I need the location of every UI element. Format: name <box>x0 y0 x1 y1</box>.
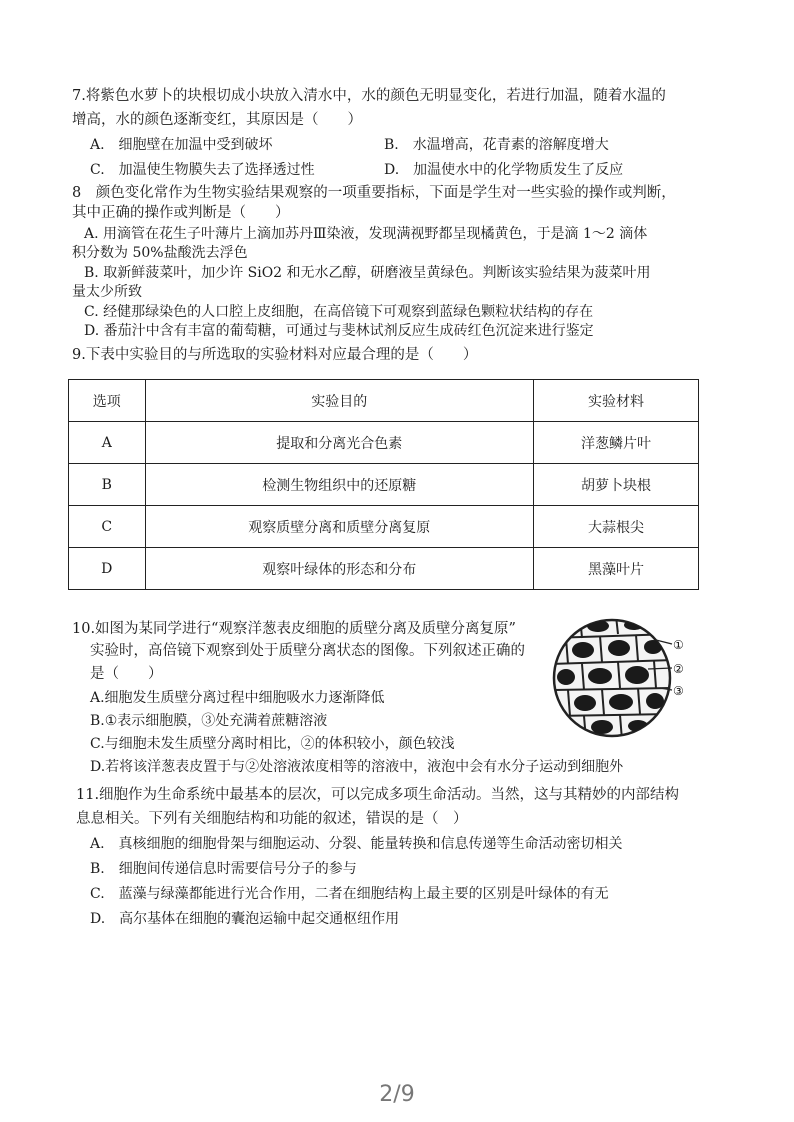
q10-option-c: C.与细胞未发生质壁分离时相比，②的体积较小，颜色较浅 <box>90 736 455 752</box>
q10-option-b: B.①表示细胞膜，③处充满着蔗糖溶液 <box>90 713 328 729</box>
q10-stem-line3: 是（ ） <box>90 666 163 682</box>
q7-option-c: C. 加温使生物膜失去了选择透过性 <box>90 162 315 178</box>
label-2: ② <box>673 662 684 676</box>
table-header-cell: 选项 <box>69 380 146 422</box>
q10-option-a: A.细胞发生质壁分离过程中细胞吸水力逐渐降低 <box>90 690 385 706</box>
q8-option-a-line1: A. 用滴管在花生子叶薄片上滴加苏丹Ⅲ染液，发现满视野都呈现橘黄色，于是滴 1～2 滴体 <box>84 226 648 242</box>
table-cell: 观察叶绿体的形态和分布 <box>145 548 533 590</box>
plasmolysis-cell-figure <box>552 616 702 742</box>
q8-option-a-line2: 积分数为 50%盐酸洗去浮色 <box>72 245 248 261</box>
table-cell: C <box>69 506 146 548</box>
q11-option-d: D. 高尔基体在细胞的囊泡运输中起交通枢纽作用 <box>90 911 400 927</box>
q9-table <box>68 379 699 590</box>
q11-stem-line1: 11.细胞作为生命系统中最基本的层次，可以完成多项生命活动。当然，这与其精妙的内部结构 <box>76 787 680 803</box>
table-cell: 大蒜根尖 <box>534 506 699 548</box>
label-1: ① <box>673 638 684 652</box>
table-header-cell: 实验目的 <box>145 380 533 422</box>
page-number: 2/9 <box>379 1082 415 1107</box>
q8-option-b-line1: B. 取新鲜菠菜叶，加少许 SiO2 和无水乙醇，研磨液呈黄绿色。判断该实验结果为菠菜叶用 <box>84 265 651 281</box>
q9-stem: 9.下表中实验目的与所选取的实验材料对应最合理的是（ ） <box>72 347 478 363</box>
q11-stem-line2: 息息相关。下列有关细胞结构和功能的叙述，错误的是（ ） <box>76 811 468 827</box>
q11-option-b: B. 细胞间传递信息时需要信号分子的参与 <box>90 861 357 877</box>
table-cell: 黑藻叶片 <box>534 548 699 590</box>
table-cell: 检测生物组织中的还原糖 <box>145 464 533 506</box>
table-row <box>69 506 699 548</box>
q8-stem-line2: 其中正确的操作或判断是（ ） <box>72 205 290 221</box>
table-header-cell: 实验材料 <box>534 380 699 422</box>
q8-stem-line1: 8 颜色变化常作为生物实验结果观察的一项重要指标，下面是学生对一些实验的操作或判断， <box>72 185 676 201</box>
q7-option-a: A. 细胞壁在加温中受到破坏 <box>90 137 273 153</box>
table-cell: D <box>69 548 146 590</box>
q8-option-b-line2: 量太少所致 <box>72 284 142 300</box>
q11-option-a: A. 真核细胞的细胞骨架与细胞运动、分裂、能量转换和信息传递等生命活动密切相关 <box>90 836 623 852</box>
q7-option-b: B. 水温增高，花青素的溶解度增大 <box>384 137 609 153</box>
table-cell: 洋葱鳞片叶 <box>534 422 699 464</box>
table-cell: B <box>69 464 146 506</box>
table-cell: A <box>69 422 146 464</box>
q11-option-c: C. 蓝藻与绿藻都能进行光合作用，二者在细胞结构上最主要的区别是叶绿体的有无 <box>90 886 609 902</box>
q8-option-c: C. 经健那绿染色的人口腔上皮细胞，在高倍镜下可观察到蓝绿色颗粒状结构的存在 <box>84 304 594 320</box>
table-cell: 胡萝卜块根 <box>534 464 699 506</box>
table-row <box>69 548 699 590</box>
table-row <box>69 422 699 464</box>
table-cell: 提取和分离光合色素 <box>145 422 533 464</box>
table-cell: 观察质壁分离和质壁分离复原 <box>145 506 533 548</box>
label-3: ③ <box>673 684 684 698</box>
q7-stem-line1: 7.将紫色水萝卜的块根切成小块放入清水中，水的颜色无明显变化，若进行加温，随着水温的 <box>72 88 666 104</box>
q7-stem-line2: 增高，水的颜色逐渐变红，其原因是（ ） <box>72 112 362 128</box>
q8-option-d: D. 番茄汁中含有丰富的葡萄糖，可通过与斐林试剂反应生成砖红色沉淀来进行鉴定 <box>84 323 594 339</box>
q10-stem-line2: 实验时，高倍镜下观察到处于质壁分离状态的图像。下列叙述正确的 <box>90 643 525 659</box>
q10-stem-line1: 10.如图为某同学进行“观察洋葱表皮细胞的质壁分离及质壁分离复原” <box>72 621 516 637</box>
q7-option-d: D. 加温使水中的化学物质发生了反应 <box>384 162 624 178</box>
table-row <box>69 464 699 506</box>
table-header-row <box>69 380 699 422</box>
q10-option-d: D.若将该洋葱表皮置于与②处溶液浓度相等的溶液中，液泡中会有水分子运动到细胞外 <box>90 759 624 775</box>
